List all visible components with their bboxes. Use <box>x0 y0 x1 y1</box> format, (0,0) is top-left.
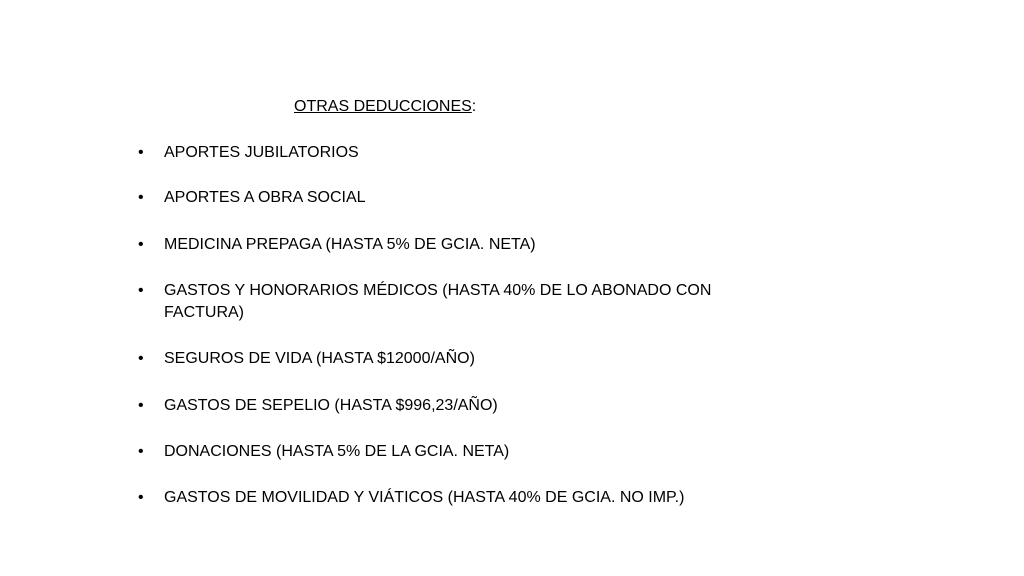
list-item-text: APORTES A OBRA SOCIAL <box>164 189 366 206</box>
slide-title-text: OTRAS DEDUCCIONES <box>294 98 472 115</box>
bullet-icon: • <box>138 144 144 161</box>
list-item-text: GASTOS DE MOVILIDAD Y VIÁTICOS (HASTA 40% DE GCIA. NO IMP.) <box>164 489 685 506</box>
slide-title-colon: : <box>471 98 477 115</box>
bullet-icon: • <box>138 489 144 506</box>
bullet-icon: • <box>138 350 144 367</box>
list-item-text: GASTOS DE SEPELIO (HASTA $996,23/AÑO) <box>164 397 498 414</box>
list-item-text: GASTOS Y HONORARIOS MÉDICOS (HASTA 40% DE LO ABONADO CON FACTURA) <box>164 282 712 321</box>
bullet-icon: • <box>138 189 144 206</box>
list-item-text: MEDICINA PREPAGA (HASTA 5% DE GCIA. NETA) <box>164 236 536 253</box>
slide-title <box>294 96 476 118</box>
bullet-icon: • <box>138 397 144 414</box>
bullet-icon: • <box>138 443 144 460</box>
list-item-text: DONACIONES (HASTA 5% DE LA GCIA. NETA) <box>164 443 510 460</box>
bullet-icon: • <box>138 282 144 299</box>
bullet-icon: • <box>138 236 144 253</box>
list-item-text: SEGUROS DE VIDA (HASTA $12000/AÑO) <box>164 350 475 367</box>
list-item-text: APORTES JUBILATORIOS <box>164 144 359 161</box>
